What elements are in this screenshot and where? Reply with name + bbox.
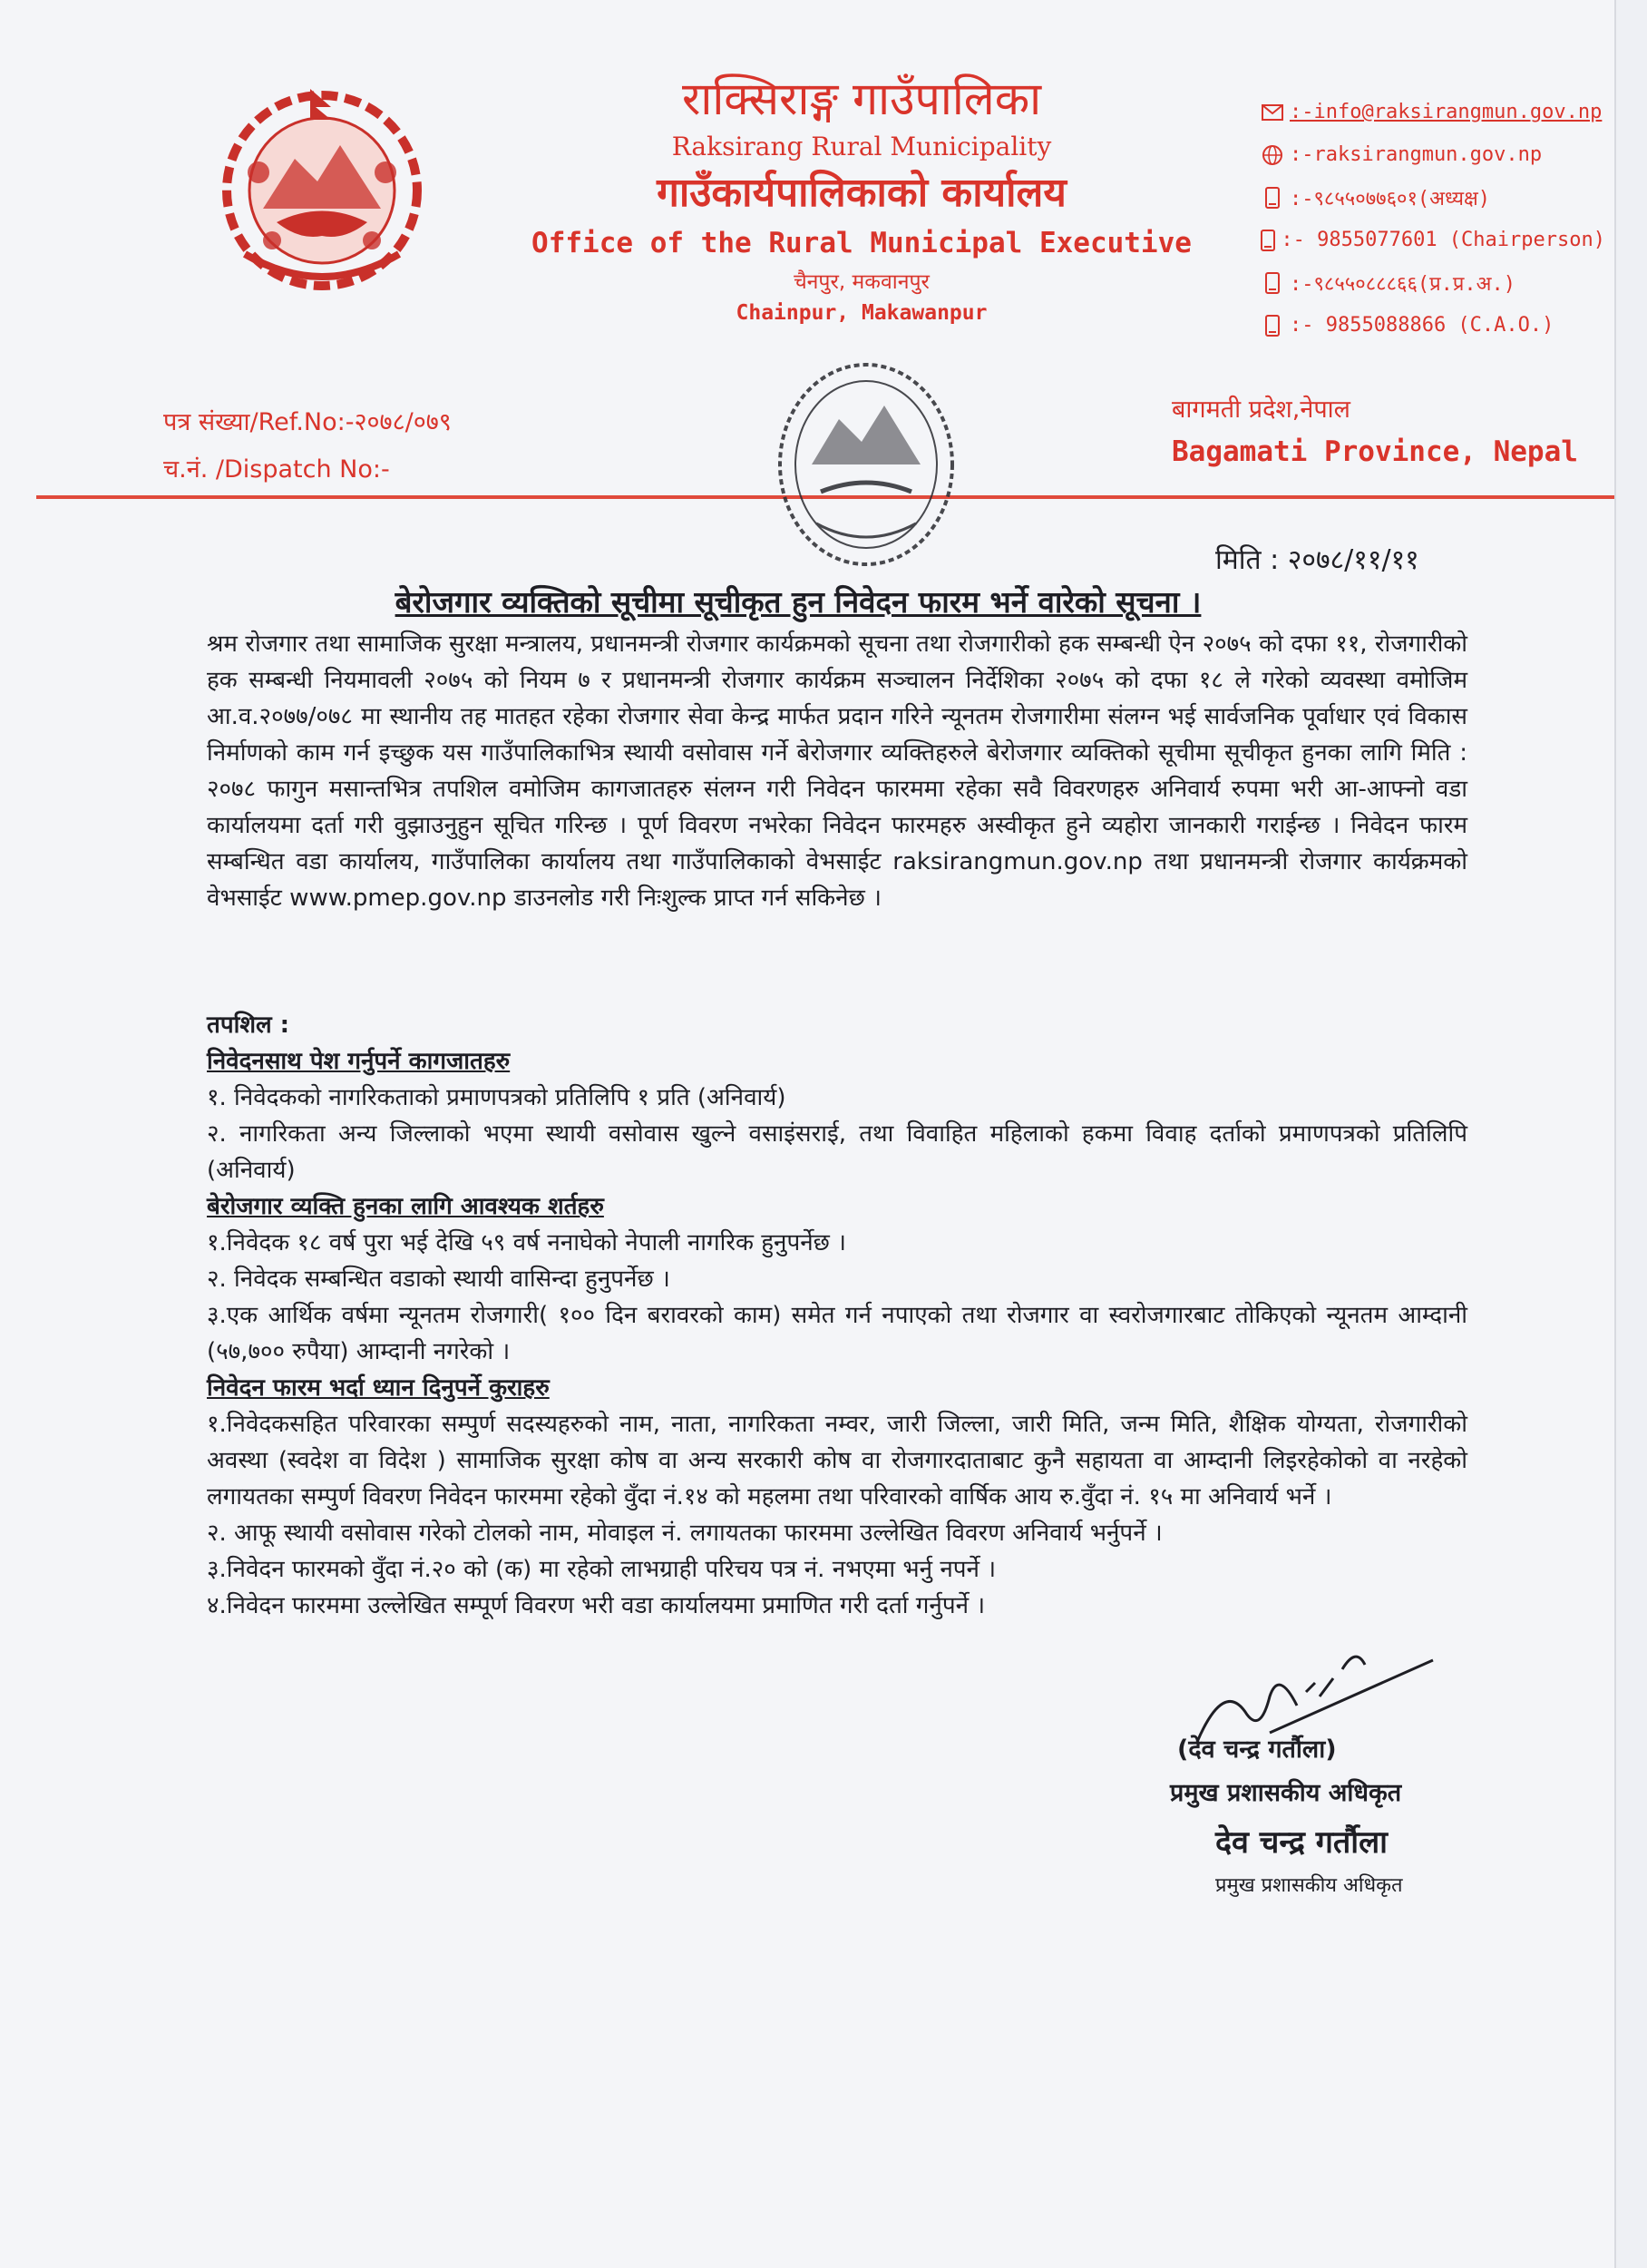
list-item: १.निवेदकसहित परिवारका सम्पुर्ण सदस्यहरुको नाम, नाता, नागरिकता नम्वर, जारी जिल्ला, जारी मिति, जन्म मिति, शैक्षिक योग्यता, रोजगारीको अवस्था (स्वदेश वा विदेश ) सामाजिक सुरक्षा कोष वा अन्य सरकारी कोष वा रोजगारदाताबाट कुनै सहायता वा आम्दानी लिइरहेकोको वा नरहेको लगायतका सम्पुर्ण विवरण निवेदन फारममा रहेको वुँदा नं.१४ को महलमा तथा परिवारको वार्षिक आय रु.वुँदा नं. १५ मा अनिवार्य भर्ने । [207,1411,1467,1510]
letterhead [508,71,1215,328]
cao-phone-en: :- 9855088866 (C.A.O.) [1290,314,1554,337]
phone-icon [1261,229,1275,252]
list-item: २. नागरिकता अन्य जिल्लाको भएमा स्थायी वसोवास खुल्ने वसाइंसराई, तथा विवाहित महिलाको हकमा विवाह दर्ताको प्रमाणपत्रको प्रतिलिपि (अनिवार्य) [207,1120,1467,1184]
signatory-name: (देव चन्द्र गर्तौला) [1177,1735,1337,1764]
contact-website[interactable] [1261,133,1605,176]
envelope-icon [1261,101,1284,124]
website-text: :-raksirangmun.gov.np [1290,143,1543,166]
list-item: १.निवेदक १८ वर्ष पुरा भई देखि ५९ वर्ष ननाघेको नेपाली नागरिक हुनुपर्नेछ । [207,1229,846,1256]
section-heading-instructions: निवेदन फारम भर्दा ध्यान दिनुपर्ने कुराहरु [207,1374,550,1402]
schedule-label: तपशिल : [207,1012,290,1039]
signatory-block [1170,1728,1478,1908]
office-stamp-icon [766,356,966,582]
section-heading-documents: निवेदनसाथ पेश गर्नुपर्ने कागजातहरु [207,1048,511,1075]
section-heading-conditions: बेरोजगार व्यक्ति हुनका लागि आवश्यक शर्तहरु [207,1193,604,1220]
phone-icon [1261,186,1284,210]
seal-title: प्रमुख प्रशासकीय अधिकृत [1215,1874,1403,1897]
province-block [1172,390,1578,474]
body-paragraph: श्रम रोजगार तथा सामाजिक सुरक्षा मन्त्रालय, प्रधानमन्त्री रोजगार कार्यक्रमको सूचना तथा रोजगारीको हक सम्बन्धी ऐन २०७५ को दफा ११, रोजगारीको हक सम्बन्धी नियमावली २०७५ को नियम ७ र प्रधानमन्त्री रोजगार कार्यक्रम सञ्चालन निर्देशिका २०७५ को दफा १८ ले गरेको व्यवस्था वमोजिम आ.व.२०७७/०७८ मा स्थानीय तह मातहत रहेका रोजगार सेवा केन्द्र मार्फत प्रदान गरिने न्यूनतम रोजगारीमा संलग्न भई सार्वजनिक पूर्वाधार एवं विकास निर्माणको काम गर्न इच्छुक यस गाउँपालिकाभित्र स्थायी वसोवास गर्ने बेरोजगार व्यक्तिहरुले बेरोजगार व्यक्तिको सूचीमा सूचीकृत हुनका लागि मिति : २०७८ फागुन मसान्तभित्र तपशिल वमोजिम कागजातहरु संलग्न गरी निवेदन फारममा रहेका सवै विवरणहरु अनिवार्य रुपमा भरी आ-आफ्नो वडा कार्यालयमा दर्ता गरी वुझाउनुहुन सूचित गरिन्छ । पूर्ण विवरण नभरेका निवेदन फारमहरु अस्वीकृत हुने व्यहोरा जानकारी गराईन्छ । निवेदन फारम सम्बन्धित वडा कार्यालय, गाउँपालिका कार्यालय तथा गाउँपालिकाको वेभसाईट raksirangmun.gov.np तथा प्रधानमन्त्री रोजगार कार्यक्रमको वेभसाईट www.pmep.gov.np डाउनलोड गरी निःशुल्क प्राप्त गर्न सकिनेछ । [207,631,1467,912]
contact-cao-np [1261,261,1605,304]
letter-subject: बेरोजगार व्यक्तिको सूचीमा सूचीकृत हुन निवेदन फारम भर्ने वारेको सूचना । [395,584,1202,620]
list-item: २. निवेदक सम्बन्धित वडाको स्थायी वासिन्दा हुनुपर्नेछ । [207,1266,670,1293]
letter-body [207,626,1467,916]
seal-name: देव चन्द्र गर्तौला [1215,1824,1388,1861]
contact-list [1261,91,1605,347]
letter-date: मिति : २०७८/११/११ [1215,544,1419,576]
reference-block [163,399,452,494]
globe-icon [1261,143,1284,167]
phone-icon [1261,271,1284,295]
municipality-name-np: राक्सिराङ्ग गाउँपालिका [681,73,1042,125]
office-name-np: गाउँकार्यपालिकाको कार्यालय [657,170,1067,216]
list-item: २. आफू स्थायी वसोवास गरेको टोलको नाम, मोवाइल नं. लगायतका फारममा उल्लेखित विवरण अनिवार्य भर्नुपर्ने । [207,1520,1163,1547]
email-text: :-info@raksirangmun.gov.np [1290,101,1603,123]
dispatch-number: च.नं. /Dispatch No:- [163,455,390,484]
cao-phone-np: :-९८५५०८८८६६(प्र.प्र.अ.) [1290,272,1515,296]
schedule-section [207,1007,1467,1624]
list-item: ३.एक आर्थिक वर्षमा न्यूनतम रोजगारी( १०० दिन बरावरको काम) समेत गर्न नपाएको तथा रोजगार वा स्वरोजगारबाट तोकिएको न्यूनतम आम्दानी (५७,७०० रुपैया) आम्दानी नगरेको । [207,1302,1467,1365]
municipality-name-en: Raksirang Rural Municipality [671,132,1052,161]
contact-chair-np [1261,176,1605,219]
list-item: १. निवेदकको नागरिकताको प्रमाणपत्रको प्रतिलिपि १ प्रति (अनिवार्य) [207,1084,786,1111]
ref-number: पत्र संख्या/Ref.No:-२०७८/०७९ [163,408,452,436]
contact-cao-en [1261,304,1605,347]
province-en: Bagamati Province, Nepal [1172,435,1578,468]
province-np: बागमती प्रदेश,नेपाल [1172,396,1350,424]
nepal-emblem-icon [209,73,435,299]
address-en: Chainpur, Makawanpur [736,301,988,325]
chair-phone-en: :- 9855077601 (Chairperson) [1281,229,1605,251]
list-item: ३.निवेदन फारमको वुँदा नं.२० को (क) मा रहेको लाभग्राही परिचय पत्र नं. नभएमा भर्नु नपर्ने । [207,1556,997,1583]
contact-chair-en [1261,219,1605,261]
contact-email[interactable] [1261,91,1605,133]
signatory-title: प्रमुख प्रशासकीय अधिकृत [1170,1779,1402,1807]
phone-icon [1261,314,1284,337]
office-name-en: Office of the Rural Municipal Executive [531,227,1192,259]
chair-phone-np: :-९८५५०७७६०१(अध्यक्ष) [1290,187,1490,210]
list-item: ४.निवेदन फारममा उल्लेखित सम्पूर्ण विवरण भरी वडा कार्यालयमा प्रमाणित गरी दर्ता गर्नुपर्ने । [207,1592,986,1619]
address-np: चैनपुर, मकवानपुर [794,270,930,294]
